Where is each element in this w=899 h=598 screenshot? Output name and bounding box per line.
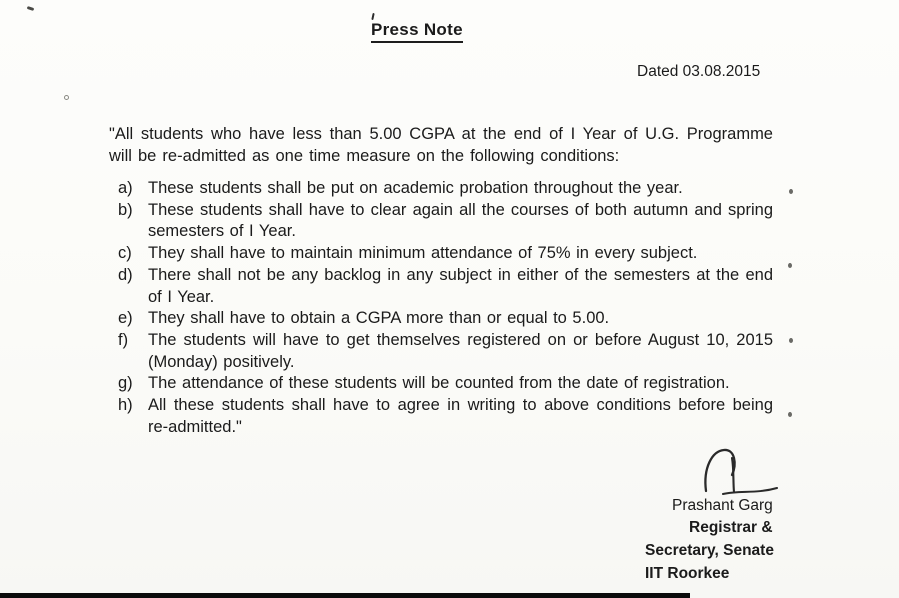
list-item-marker: e) — [118, 309, 133, 328]
signatory-name: Prashant Garg — [672, 497, 773, 514]
list-item — [118, 373, 773, 395]
list-item-text: The attendance of these students will be counted from the date of registration. — [148, 374, 730, 393]
list-item — [118, 395, 773, 438]
signatory-designation-3: IIT Roorkee — [645, 565, 730, 582]
list-item-text: These students shall be put on academic probation throughout the year. — [148, 179, 683, 197]
list-item-marker: d) — [118, 265, 133, 284]
list-item-text: They shall have to obtain a CGPA more than or equal to 5.00. — [148, 309, 610, 328]
document-title: Press Note — [371, 20, 463, 43]
list-item — [118, 330, 773, 373]
scan-speckle — [64, 95, 69, 100]
list-item-marker: f) — [118, 330, 129, 349]
scan-artifact-bottom-edge — [0, 593, 690, 598]
list-item-marker: b) — [118, 200, 133, 219]
list-item-marker: c) — [118, 244, 132, 263]
scan-speckle — [788, 412, 792, 417]
list-item-text: They shall have to maintain minimum attendance of 75% in every subject. — [148, 244, 698, 263]
signature-icon — [694, 444, 779, 498]
list-item — [118, 243, 773, 265]
intro-paragraph: "All students who have less than 5.00 CGPA at the end of I Year of U.G. Programme will be re-admitted as one time measure on the following conditions: — [109, 125, 773, 165]
scan-speckle — [789, 189, 793, 194]
list-item-text: These students shall have to clear again all the courses of both autumn and spring semesters of I Year. — [148, 200, 773, 241]
list-item — [118, 308, 773, 330]
list-item-marker: g) — [118, 374, 133, 393]
signatory-designation-2: Secretary, Senate — [645, 542, 774, 559]
list-item-marker: h) — [118, 396, 133, 415]
list-item-text: All these students shall have to agree in writing to above conditions before being re-admitted." — [148, 396, 773, 436]
list-item — [118, 200, 773, 243]
conditions-list — [118, 178, 773, 438]
scan-speckle — [789, 338, 793, 343]
document-date: Dated 03.08.2015 — [637, 63, 761, 80]
list-item-text: There shall not be any backlog in any subject in either of the semesters at the end of I Year. — [148, 265, 773, 306]
scan-speckle — [788, 263, 792, 268]
list-item — [118, 178, 773, 200]
signatory-designation-1: Registrar & — [689, 519, 773, 536]
scan-speckle — [27, 6, 35, 11]
list-item — [118, 265, 773, 308]
list-item-marker: a) — [118, 179, 133, 197]
list-item-text: The students will have to get themselves registered on or before August 10, 2015 (Monday) positively. — [148, 330, 773, 371]
